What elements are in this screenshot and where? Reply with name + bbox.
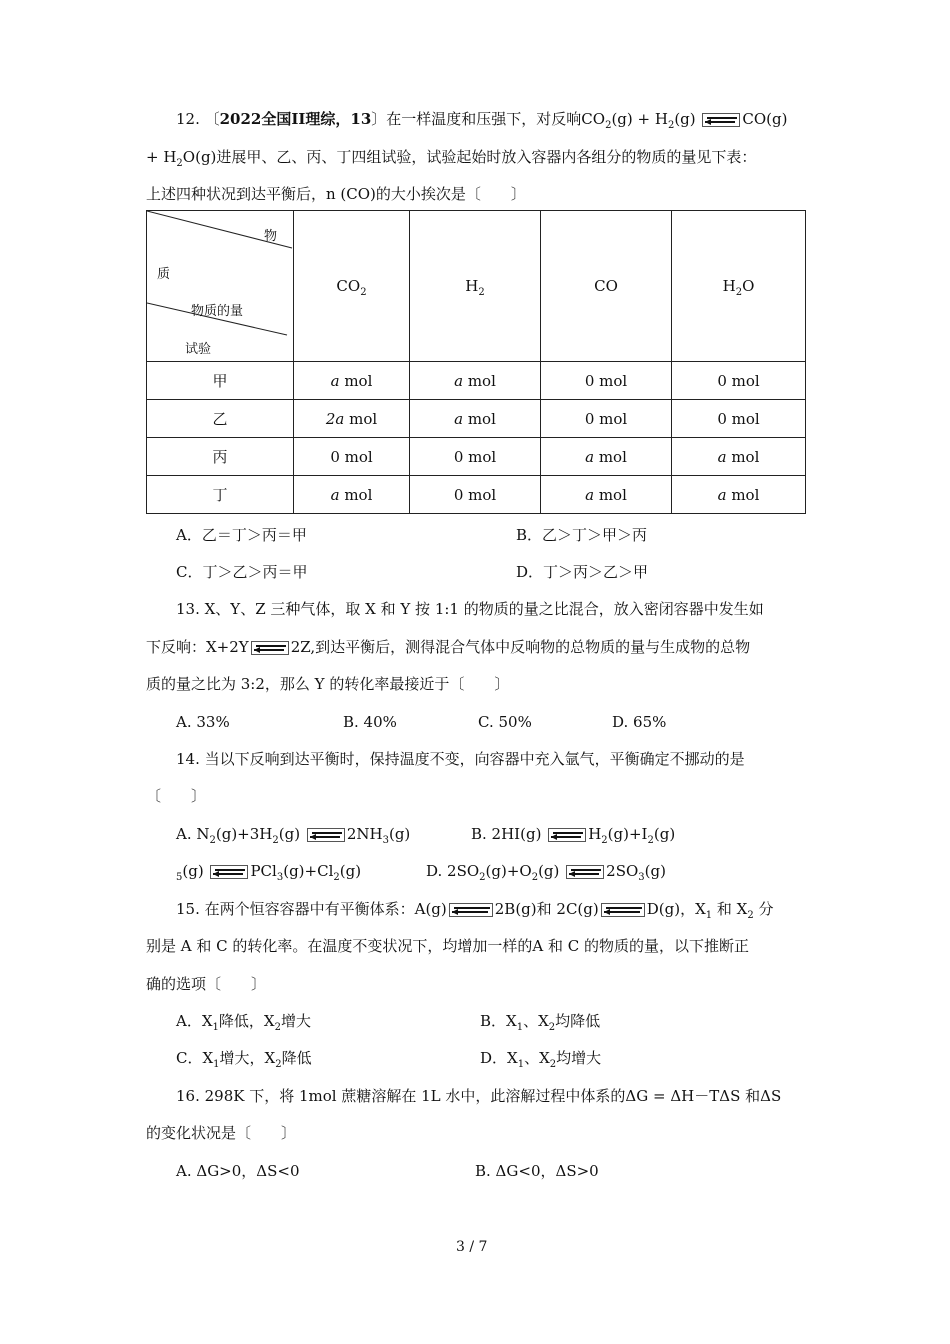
q14-option-b: B. 2HI(g) $H_2(g)+I_2(g)$ bbox=[471, 825, 676, 846]
q12-option-d: D．丁＞丙＞乙＞甲 bbox=[516, 563, 649, 581]
q12-line-3: 上述四种状况到达平衡后，n (CO)的大小挨次是〔 〕 bbox=[146, 185, 526, 203]
q16-line-1: 16. 298K 下，将 1mol 蔗糖溶解在 1L 水中，此溶解过程中体系的ΔG = ΔH－TΔS 和ΔS bbox=[176, 1087, 782, 1105]
equilibrium-arrow-icon bbox=[548, 828, 586, 842]
q15-option-a: A．$X_1$降低，$X_2$增大 bbox=[176, 1012, 311, 1033]
q12-option-b: B．乙＞丁＞甲＞丙 bbox=[516, 526, 648, 544]
page-number: 3 / 7 bbox=[456, 1239, 488, 1255]
table-row: 乙 2a mol a mol 0 mol 0 mol bbox=[147, 400, 806, 438]
q12-source: 2022全国II理综，13 bbox=[219, 110, 372, 128]
equilibrium-arrow-icon bbox=[210, 865, 248, 879]
q15-line-1: 15. 在两个恒容容器中有平衡体系：A(g) 2B(g)和 2C(g) D(g)，$X_1$ 和 $X_2$ 分 bbox=[176, 900, 774, 921]
q13-line-3: 质的量之比为 3:2，那么 Y 的转化率最接近于〔 〕 bbox=[146, 675, 510, 693]
equilibrium-arrow-icon bbox=[251, 641, 289, 655]
equilibrium-arrow-icon bbox=[307, 828, 345, 842]
q15-line-3: 确的选项〔 〕 bbox=[146, 975, 267, 993]
q14-line-1: 14. 当以下反响到达平衡时，保持温度不变，向容器中充入氩气，平衡确定不挪动的是 bbox=[176, 750, 745, 768]
q12-line-2: + $H_2O(g)$进展甲、乙、丙、丁四组试验，试验起始时放入容器内各组分的物质的量见下表： bbox=[146, 148, 757, 169]
q15-line-2: 别是 A 和 C 的转化率。在温度不变状况下，均增加一样的A 和 C 的物质的量，以下推断正 bbox=[146, 937, 749, 955]
q13-option-c: C. 50% bbox=[478, 713, 532, 731]
q12-option-a: A．乙＝丁＞丙＝甲 bbox=[176, 526, 307, 544]
header-co: CO bbox=[541, 211, 672, 362]
q12-option-c: C．丁＞乙＞丙＝甲 bbox=[176, 563, 308, 581]
q16-option-a: A. ΔG>0，ΔS<0 bbox=[176, 1162, 300, 1180]
experiment-table bbox=[146, 210, 806, 514]
q13-option-d: D. 65% bbox=[612, 713, 667, 731]
equilibrium-arrow-icon bbox=[702, 113, 740, 127]
equilibrium-arrow-icon bbox=[601, 903, 645, 917]
q14-option-c: $_5$(g) $PCl_3(g)+Cl_2(g)$ bbox=[176, 862, 362, 883]
q16-line-2: 的变化状况是〔 〕 bbox=[146, 1124, 297, 1142]
equilibrium-arrow-icon bbox=[566, 865, 604, 879]
q14-option-d: D. $2SO_2(g)+O_2(g)$ $2SO_3(g)$ bbox=[426, 862, 666, 883]
q13-option-a: A. 33% bbox=[176, 713, 230, 731]
equilibrium-arrow-icon bbox=[449, 903, 493, 917]
table-row: 甲 a mol a mol 0 mol 0 mol bbox=[147, 362, 806, 400]
q12-line-1: 12. 〔2022全国II理综，13〕在一样温度和压强下，对反响$CO_2(g) + H_2(g)$ CO(g) bbox=[176, 110, 788, 131]
table-row: 丁 a mol 0 mol a mol a mol bbox=[147, 476, 806, 514]
table-corner-cell: 物 质 物质的量 试验 bbox=[147, 211, 294, 362]
q16-option-b: B. ΔG<0，ΔS>0 bbox=[475, 1162, 599, 1180]
table-row: 丙 0 mol 0 mol a mol a mol bbox=[147, 438, 806, 476]
header-h2o: $H_2O$ bbox=[672, 211, 806, 362]
q15-option-d: D．$X_1$、$X_2$均增大 bbox=[480, 1049, 602, 1070]
header-h2: $H_2$ bbox=[410, 211, 541, 362]
q15-option-b: B．$X_1$、$X_2$均降低 bbox=[480, 1012, 601, 1033]
q13-line-1: 13. X、Y、Z 三种气体，取 X 和 Y 按 1:1 的物质的量之比混合，放入密闭容器中发生如 bbox=[176, 600, 764, 618]
table-header-row bbox=[147, 211, 806, 362]
header-co2: $CO_2$ bbox=[294, 211, 410, 362]
q14-option-a: A. $N_2(g)+3H_2(g)$ $2NH_3(g)$ bbox=[176, 825, 411, 846]
q14-line-2: 〔 〕 bbox=[146, 787, 207, 805]
q13-option-b: B. 40% bbox=[343, 713, 397, 731]
q13-line-2: 下反响：X+2Y 2Z,到达平衡后，测得混合气体中反响物的总物质的量与生成物的总物 bbox=[146, 638, 751, 656]
q15-option-c: C．$X_1$增大，$X_2$降低 bbox=[176, 1049, 312, 1070]
